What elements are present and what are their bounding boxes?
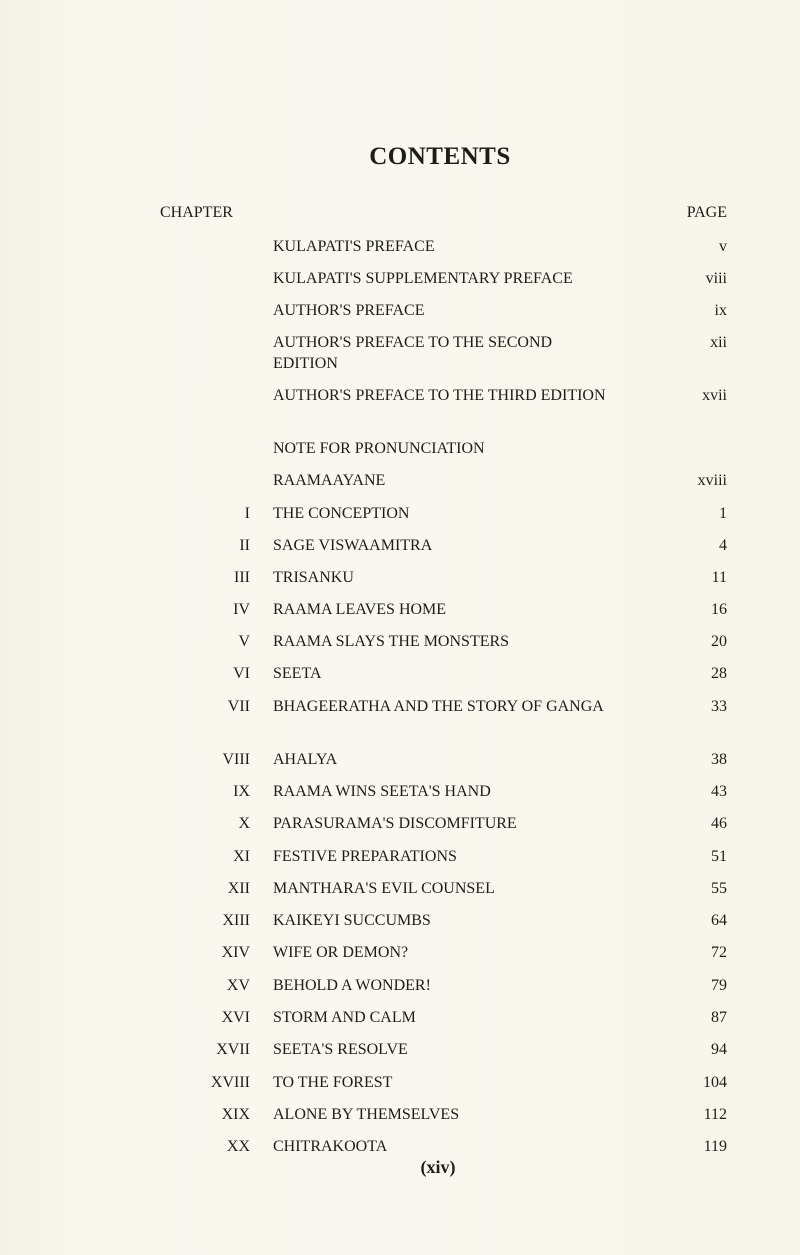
chapter-title: RAAMA SLAYS THE MONSTERS [273, 633, 510, 650]
chapter-page: 11 [711, 569, 727, 586]
toc-entry [0, 438, 800, 459]
chapter-page: 33 [711, 698, 727, 715]
chapter-number: XX [226, 1138, 250, 1155]
toc-entry [0, 300, 800, 321]
chapter-title: AUTHOR'S PREFACE TO THE SECOND EDITION [273, 334, 553, 372]
chapter-title: BEHOLD A WONDER! [273, 977, 431, 994]
chapter-page: 87 [711, 1009, 727, 1026]
chapter-number: XIII [222, 912, 250, 929]
chapter-number: IV [233, 601, 250, 618]
chapter-number: XIX [221, 1106, 250, 1123]
chapter-number: VI [233, 665, 250, 682]
chapter-title: PARASURAMA'S DISCOMFITURE [273, 815, 517, 832]
chapter-page: 16 [711, 601, 727, 618]
chapter-page: v [719, 238, 727, 255]
toc-entry [0, 268, 800, 289]
chapter-page: 112 [703, 1106, 727, 1123]
toc-entry [0, 1072, 800, 1093]
chapter-page: 79 [711, 977, 727, 994]
toc-entry [0, 781, 800, 802]
chapter-page: 94 [711, 1041, 727, 1058]
chapter-page: 119 [703, 1138, 727, 1155]
toc-entry [0, 332, 800, 374]
chapter-number: I [244, 505, 250, 522]
chapter-page: 51 [711, 848, 727, 865]
toc-entry [0, 1104, 800, 1125]
chapter-number: III [234, 569, 250, 586]
toc-entry [0, 385, 800, 427]
chapter-title: RAAMAAYANE [273, 472, 386, 489]
chapter-page: 104 [703, 1074, 727, 1091]
chapter-number: XIV [221, 944, 250, 961]
page-number: (xiv) [420, 1157, 456, 1177]
toc-entry [0, 696, 800, 738]
chapter-number: XVI [221, 1009, 250, 1026]
chapter-page: viii [705, 270, 727, 287]
chapter-title: RAAMA WINS SEETA'S HAND [273, 783, 491, 800]
toc-entry [0, 535, 800, 556]
toc-entry [0, 663, 800, 684]
toc-entry [0, 878, 800, 899]
chapter-page: 28 [711, 665, 727, 682]
chapter-title: AHALYA [273, 751, 338, 768]
chapter-title: KULAPATI'S PREFACE [273, 238, 435, 255]
chapter-page: 55 [711, 880, 727, 897]
chapter-page: 38 [711, 751, 727, 768]
chapter-number: V [238, 633, 250, 650]
chapter-title: BHAGEERATHA AND THE STORY OF GANGA [273, 698, 604, 715]
chapter-page: 72 [711, 944, 727, 961]
chapter-number: XV [226, 977, 250, 994]
toc-entry [0, 1136, 800, 1157]
chapter-page: 4 [719, 537, 727, 554]
chapter-number: XII [227, 880, 250, 897]
chapter-page: 20 [711, 633, 727, 650]
column-header-page: PAGE [686, 204, 727, 221]
toc-entry [0, 631, 800, 652]
toc-entry [0, 1007, 800, 1028]
toc-entry [0, 975, 800, 996]
chapter-number: XI [233, 848, 250, 865]
toc-entry [0, 503, 800, 524]
chapter-title: SEETA'S RESOLVE [273, 1041, 408, 1058]
chapter-title: TRISANKU [273, 569, 354, 586]
chapter-page: xii [710, 334, 727, 351]
chapter-number: II [239, 537, 250, 554]
toc-entry [0, 1039, 800, 1060]
chapter-page: xviii [697, 472, 727, 489]
chapter-title: STORM AND CALM [273, 1009, 416, 1026]
toc-entry [0, 942, 800, 963]
chapter-title: TO THE FOREST [273, 1074, 393, 1091]
chapter-page: 64 [711, 912, 727, 929]
chapter-title: ALONE BY THEMSELVES [273, 1106, 460, 1123]
toc-entry [0, 846, 800, 867]
column-header-chapter: CHAPTER [160, 204, 233, 221]
chapter-page: 43 [711, 783, 727, 800]
chapter-title: NOTE FOR PRONUNCIATION [273, 440, 485, 457]
toc-entry [0, 236, 800, 257]
chapter-page: 46 [711, 815, 727, 832]
toc-entry [0, 813, 800, 834]
chapter-page: 1 [719, 505, 727, 522]
chapter-page: xvii [702, 387, 727, 404]
chapter-title: FESTIVE PREPARATIONS [273, 848, 457, 865]
chapter-number: XVII [216, 1041, 250, 1058]
chapter-number: X [238, 815, 250, 832]
chapter-number: IX [233, 783, 250, 800]
chapter-title: KULAPATI'S SUPPLEMENTARY PREFACE [273, 270, 573, 287]
chapter-number: VIII [222, 751, 250, 768]
toc-entry [0, 749, 800, 770]
chapter-title: KAIKEYI SUCCUMBS [273, 912, 431, 929]
chapter-number: XVIII [210, 1074, 250, 1091]
chapter-title: AUTHOR'S PREFACE TO THE THIRD EDITION [273, 387, 606, 404]
chapter-page: ix [714, 302, 727, 319]
page-title: CONTENTS [369, 143, 511, 170]
chapter-title: RAAMA LEAVES HOME [273, 601, 447, 618]
chapter-title: SAGE VISWAAMITRA [273, 537, 433, 554]
toc-entry [0, 910, 800, 931]
toc-entry [0, 567, 800, 588]
chapter-title: MANTHARA'S EVIL COUNSEL [273, 880, 495, 897]
chapter-title: SEETA [273, 665, 322, 682]
toc-entry [0, 470, 800, 491]
chapter-title: AUTHOR'S PREFACE [273, 302, 425, 319]
toc-entry [0, 599, 800, 620]
chapter-title: THE CONCEPTION [273, 505, 410, 522]
chapter-number: VII [227, 698, 250, 715]
chapter-title: WIFE OR DEMON? [273, 944, 409, 961]
chapter-title: CHITRAKOOTA [273, 1138, 388, 1155]
